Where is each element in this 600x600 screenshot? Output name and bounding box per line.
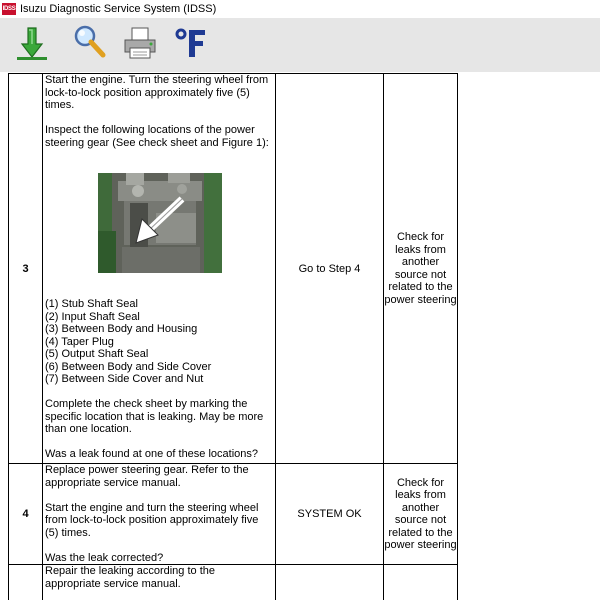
location-item: (7) Between Side Cover and Nut xyxy=(45,373,204,385)
location-item: (4) Taper Plug xyxy=(45,335,114,348)
table-row-step-5 xyxy=(9,565,589,600)
yes-result: SYSTEM OK xyxy=(276,464,384,565)
blank-column xyxy=(458,464,589,565)
step-action-cell xyxy=(43,464,276,565)
action-paragraph: Repair the leaking according to the appropriate service manual. xyxy=(45,565,215,590)
print-button[interactable] xyxy=(120,24,160,64)
step-number: 4 xyxy=(9,464,43,565)
step-action-cell xyxy=(43,565,276,600)
window-title: Isuzu Diagnostic Service System (IDSS) xyxy=(20,3,217,15)
step-number xyxy=(9,565,43,600)
title-bar xyxy=(0,0,600,19)
blank-column xyxy=(458,565,589,600)
download-arrow-icon xyxy=(12,24,52,64)
action-paragraph: Inspect the following locations of the power steering gear (See check sheet and Figure 1): xyxy=(45,124,269,149)
no-result: Check for leaks from another source not related to the power steering xyxy=(384,74,458,464)
action-paragraph: Start the engine and turn the steering wheel from lock-to-lock position approximately five (5) times. xyxy=(45,501,259,539)
magnifier-icon xyxy=(70,22,110,62)
fahrenheit-icon xyxy=(172,24,212,64)
action-paragraph: Start the engine. Turn the steering wheel from lock-to-lock position approximately five (5) times. xyxy=(45,74,269,111)
printer-icon xyxy=(120,24,160,64)
location-item: (2) Input Shaft Seal xyxy=(45,310,140,323)
action-question: Was a leak found at one of these locations? xyxy=(45,448,259,460)
table-row-step-4 xyxy=(9,464,589,565)
blank-column xyxy=(458,74,589,464)
steering-gear-figure xyxy=(98,173,222,273)
action-paragraph: Complete the check sheet by marking the specific location that is leaking. May be more than one location. xyxy=(45,398,264,435)
yes-result: Go to Step 4 xyxy=(276,74,384,464)
diagnostic-step-table xyxy=(8,73,588,600)
app-logo-icon: IDSS xyxy=(2,3,16,15)
location-item: (6) Between Body and Side Cover xyxy=(45,360,212,373)
steering-gear-photo xyxy=(98,173,222,273)
units-toggle-button[interactable] xyxy=(172,24,212,64)
search-button[interactable] xyxy=(70,22,110,62)
yes-result xyxy=(276,565,384,600)
location-item: (1) Stub Shaft Seal xyxy=(45,298,138,310)
step-action-cell xyxy=(43,74,276,464)
action-paragraph: Replace power steering gear. Refer to the appropriate service manual. xyxy=(45,464,249,489)
no-result: Check for leaks from another source not related to the power steering xyxy=(384,464,458,565)
action-question: Was the leak corrected? xyxy=(45,551,164,564)
toolbar xyxy=(0,18,600,72)
table-row-step-3 xyxy=(9,74,589,464)
no-result xyxy=(384,565,458,600)
location-item: (3) Between Body and Housing xyxy=(45,323,198,335)
step-number: 3 xyxy=(9,74,43,464)
location-item: (5) Output Shaft Seal xyxy=(45,348,149,360)
download-button[interactable] xyxy=(12,24,52,64)
diagnostic-content[interactable] xyxy=(0,73,600,600)
